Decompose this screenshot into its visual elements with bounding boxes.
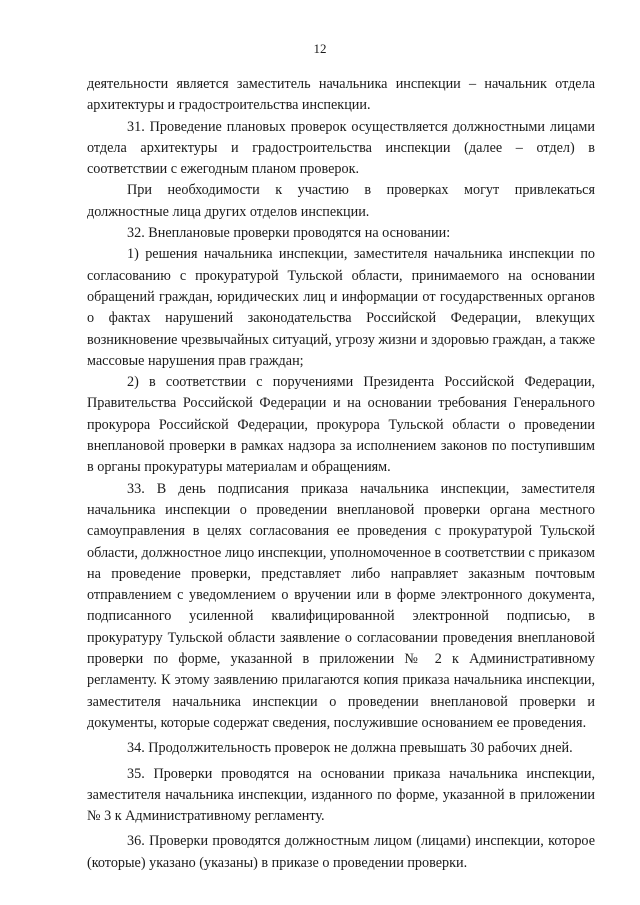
paragraph-35: 35. Проверки проводятся на основании приказа начальника инспекции, заместителя начальника инспекции, изданного по форме, указанной в приложении № 3 к Административному регламенту.: [87, 765, 595, 825]
paragraph-continuation: деятельности является заместитель начальника инспекции – начальник отдела архитектуры и градостроительства инспекции.: [87, 76, 595, 114]
paragraph-32-item-1: 1) решения начальника инспекции, заместителя начальника инспекции по согласованию с прокуратурой Тульской области, принимаемого на основании обращений граждан, юридических лиц и информации от государственных органов о фактах нарушений законодательства Российской Федерации, влекущих возникновение чрезвычайных ситуаций, угрозу жизни и здоровью граждан, а также массовые нарушения прав граждан;: [87, 246, 595, 369]
paragraph-36: 36. Проверки проводятся должностным лицом (лицами) инспекции, которое (которые) указано (указаны) в приказе о проведении проверки.: [87, 833, 595, 871]
page-number: 12: [313, 41, 327, 56]
paragraph-31: 31. Проведение плановых проверок осуществляется должностными лицами отдела архитектуры и градостроительства инспекции (далее – отдел) в соответствии с ежегодным планом проверок.: [87, 118, 595, 178]
paragraph-32: 32. Внеплановые проверки проводятся на основании:: [127, 225, 451, 242]
document-body: [87, 74, 595, 874]
paragraph-33: 33. В день подписания приказа начальника инспекции, заместителя начальника инспекции о проведении внеплановой проверки органа местного самоуправления в целях согласования ее проведения с прокуратурой Тульской области, должностное лицо инспекции, уполномоченное в соответствии с приказом на проведение проверки, представляет либо направляет заказным почтовым отправлением с уведомлением о вручении или в форме электронного документа, подписанного усиленной квалифицированной электронной подписью, в прокуратуру Тульской области заявление о согласовании проведения внеплановой проверки по форме, указанной в приложении № 2 к Административному регламенту. К этому заявлению прилагаются копия приказа начальника инспекции, заместителя начальника инспекции о проведении внеплановой проверки и документы, которые содержат сведения, послужившие основанием ее проведения.: [87, 480, 595, 731]
paragraph-31-addendum: При необходимости к участию в проверках могут привлекаться должностные лица других отделов инспекции.: [87, 182, 595, 220]
paragraph-34: 34. Продолжительность проверок не должна превышать 30 рабочих дней.: [127, 740, 573, 757]
paragraph-32-item-2: 2) в соответствии с поручениями Президента Российской Федерации, Правительства Российской Федерации и на основании требования Генерального прокурора Российской Федерации, прокурора Тульской области о проведении внеплановой проверки в рамках надзора за исполнением законов по поступившим в органы прокуратуры материалам и обращениям.: [87, 374, 595, 476]
